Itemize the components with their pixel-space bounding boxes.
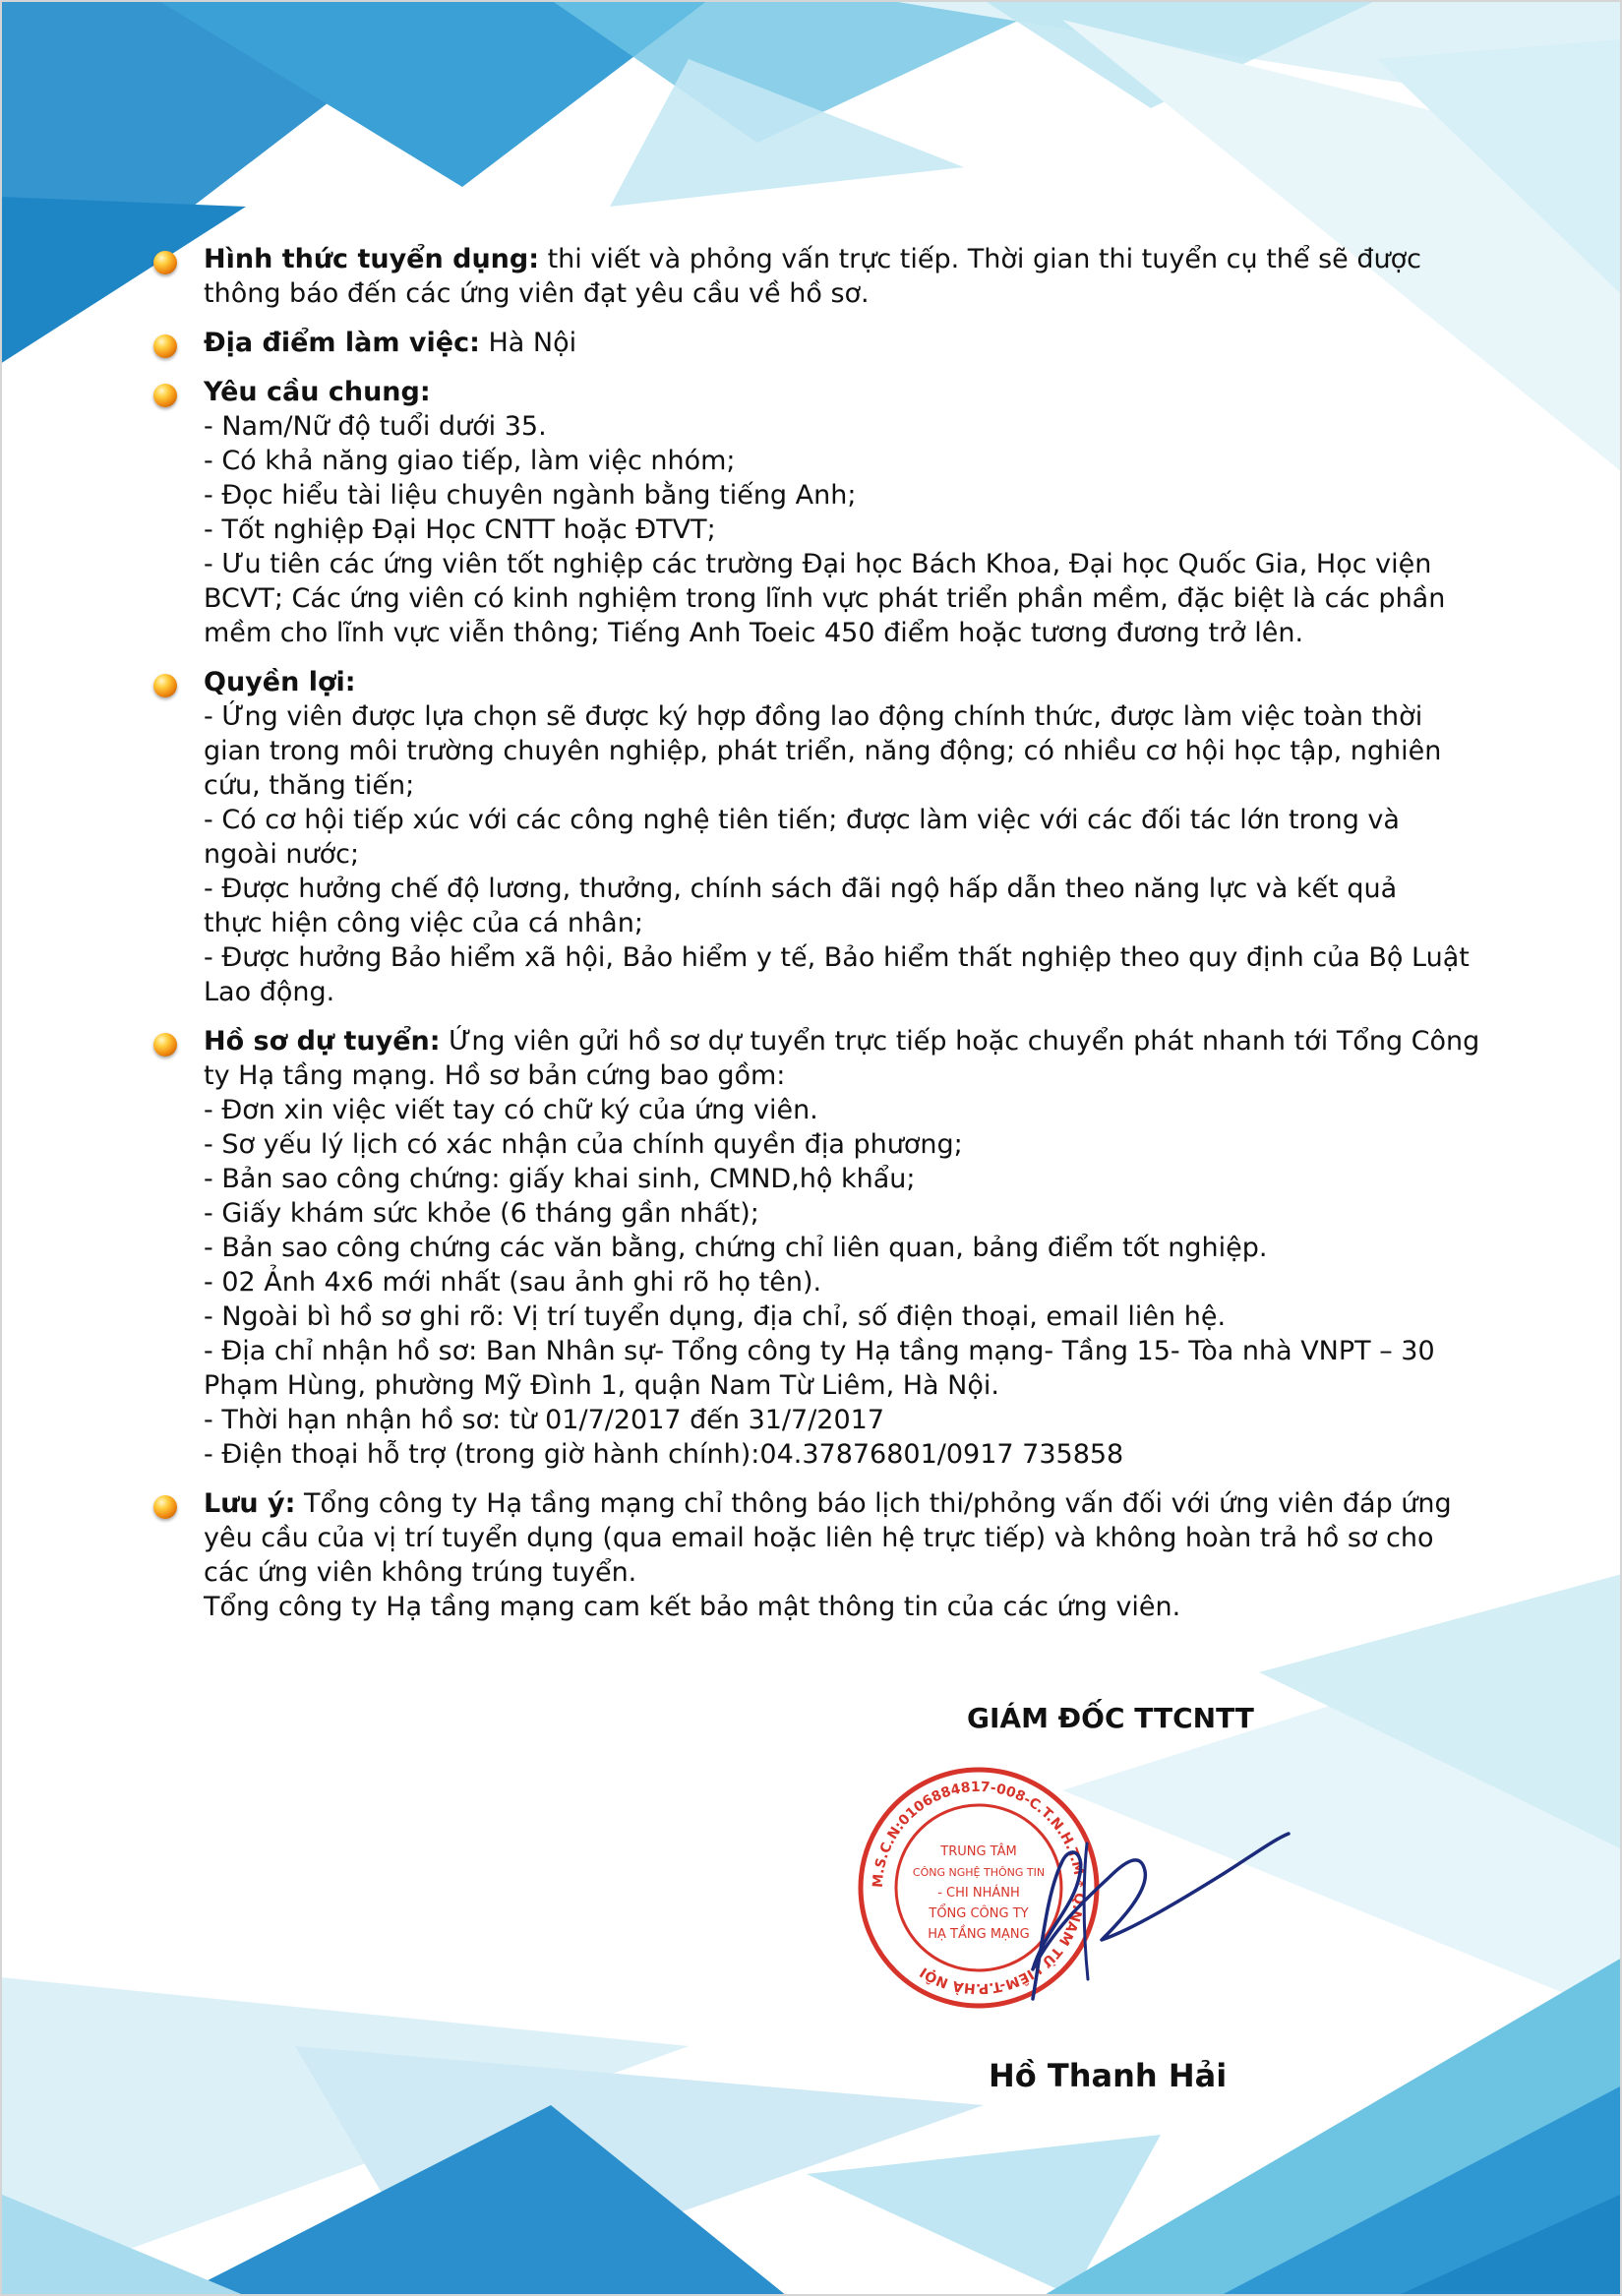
section-text: thi viết và phỏng vấn trực tiếp. Thời gian thi tuyển cụ thể sẽ được <box>539 244 1421 274</box>
section-line: BCVT; Các ứng viên có kinh nghiệm trong lĩnh vực phát triển phần mềm, đặc biệt là các phần <box>204 583 1446 614</box>
bullet-icon <box>153 334 177 358</box>
bullet-icon <box>153 1033 177 1057</box>
section-line: ty Hạ tầng mạng. Hồ sơ bản cứng bao gồm: <box>204 1060 786 1091</box>
section-line: - Ngoài bì hồ sơ ghi rõ: Vị trí tuyển dụng, địa chỉ, số điện thoại, email liên hệ. <box>204 1301 1227 1332</box>
section-line: - Tốt nghiệp Đại Học CNTT hoặc ĐTVT; <box>204 514 716 545</box>
bullet-icon <box>153 384 177 407</box>
section-text: Tổng công ty Hạ tầng mạng chỉ thông báo lịch thi/phỏng vấn đối với ứng viên đáp ứng <box>295 1488 1452 1519</box>
section-recruitment-method <box>148 242 1505 311</box>
section-line: gian trong môi trường chuyên nghiệp, phát triển, năng động; có nhiều cơ hội học tập, nghiên <box>204 736 1442 766</box>
section-line: - Bản sao công chứng các văn bằng, chứng chỉ liên quan, bảng điểm tốt nghiệp. <box>204 1233 1268 1263</box>
signature-block <box>826 1694 1416 2107</box>
section-line: - Được hưởng chế độ lương, thưởng, chính sách đãi ngộ hấp dẫn theo năng lực và kết quả <box>204 874 1398 904</box>
section-line: ngoài nước; <box>204 839 360 870</box>
section-line: thực hiện công việc của cá nhân; <box>204 908 643 938</box>
signer-name: Hồ Thanh Hải <box>989 2057 1228 2094</box>
section-text: Hà Nội <box>479 328 577 358</box>
section-line: Phạm Hùng, phường Mỹ Đình 1, quận Nam Từ Liêm, Hà Nội. <box>204 1370 999 1401</box>
section-text: Ứng viên gửi hồ sơ dự tuyển trực tiếp hoặc chuyển phát nhanh tới Tổng Công <box>440 1026 1480 1057</box>
section-heading: Địa điểm làm việc: <box>204 328 480 358</box>
stamp-line: TỔNG CÔNG TY <box>929 1906 1029 1921</box>
section-benefits <box>148 665 1505 1009</box>
section-line: Lao động. <box>204 977 335 1007</box>
section-line: - Bản sao công chứng: giấy khai sinh, CMND,hộ khẩu; <box>204 1164 916 1194</box>
section-line: cứu, thăng tiến; <box>204 770 415 801</box>
section-heading: Yêu cầu chung: <box>204 377 431 407</box>
section-heading: Lưu ý: <box>204 1488 296 1519</box>
stamp-line: HẠ TẦNG MẠNG <box>928 1927 1030 1942</box>
section-application-documents <box>148 1024 1505 1472</box>
section-general-requirements <box>148 375 1505 650</box>
section-line: thông báo đến các ứng viên đạt yêu cầu về hồ sơ. <box>204 278 870 309</box>
bullet-icon <box>153 251 177 274</box>
section-line: - Điện thoại hỗ trợ (trong giờ hành chính):04.37876801/0917 735858 <box>204 1439 1124 1470</box>
section-line: - Ứng viên được lựa chọn sẽ được ký hợp đồng lao động chính thức, được làm việc toàn thời <box>204 701 1423 732</box>
section-line: mềm cho lĩnh vực viễn thông; Tiếng Anh Toeic 450 điểm hoặc tương đương trở lên. <box>204 618 1304 648</box>
section-line: - Có cơ hội tiếp xúc với các công nghệ tiên tiến; được làm việc với các đối tác lớn trong và <box>204 805 1400 835</box>
section-heading: Hình thức tuyển dụng: <box>204 244 540 274</box>
section-heading: Quyền lợi: <box>204 667 356 697</box>
section-note <box>148 1486 1505 1624</box>
bullet-icon <box>153 674 177 697</box>
section-line: yêu cầu của vị trí tuyển dụng (qua email hoặc liên hệ trực tiếp) và không hoàn trả hồ sơ cho <box>204 1523 1434 1553</box>
section-line: Tổng công ty Hạ tầng mạng cam kết bảo mật thông tin của các ứng viên. <box>204 1592 1181 1622</box>
section-line: các ứng viên không trúng tuyển. <box>204 1557 637 1588</box>
recruitment-details <box>148 242 1505 1639</box>
section-line: - Có khả năng giao tiếp, làm việc nhóm; <box>204 446 736 476</box>
section-line: - Đơn xin việc viết tay có chữ ký của ứng viên. <box>204 1095 818 1125</box>
section-work-location <box>148 326 1505 360</box>
stamp-ring-text: M.S.C.N:0106884817-008-C.T.N.H.T.M * Q.NAM TỪ LIÊM-T.P.HÀ NỘI <box>870 1779 1088 1997</box>
stamp-line: - CHI NHÁNH <box>937 1886 1020 1901</box>
section-line: - 02 Ảnh 4x6 mới nhất (sau ảnh ghi rõ họ tên). <box>204 1267 822 1298</box>
stamp-line: TRUNG TÂM <box>940 1844 1017 1859</box>
section-line: - Sơ yếu lý lịch có xác nhận của chính quyền địa phương; <box>204 1129 963 1160</box>
handwritten-signature <box>993 1782 1308 2009</box>
stamp-line: CÔNG NGHỆ THÔNG TIN <box>912 1866 1046 1879</box>
section-line: - Giấy khám sức khỏe (6 tháng gần nhất); <box>204 1198 759 1229</box>
section-line: - Địa chỉ nhận hồ sơ: Ban Nhân sự- Tổng công ty Hạ tầng mạng- Tầng 15- Tòa nhà VNPT – 30 <box>204 1336 1435 1366</box>
section-line: - Nam/Nữ độ tuổi dưới 35. <box>204 411 547 442</box>
director-title: GIÁM ĐỐC TTCNTT <box>967 1702 1254 1734</box>
section-line: - Ưu tiên các ứng viên tốt nghiệp các trường Đại học Bách Khoa, Đại học Quốc Gia, Học viện <box>204 549 1432 579</box>
section-line: - Được hưởng Bảo hiểm xã hội, Bảo hiểm y tế, Bảo hiểm thất nghiệp theo quy định của Bộ Luật <box>204 942 1470 973</box>
bullet-icon <box>153 1495 177 1519</box>
section-line: - Thời hạn nhận hồ sơ: từ 01/7/2017 đến 31/7/2017 <box>204 1405 885 1435</box>
section-line: - Đọc hiểu tài liệu chuyên ngành bằng tiếng Anh; <box>204 480 857 511</box>
section-heading: Hồ sơ dự tuyển: <box>204 1026 441 1057</box>
